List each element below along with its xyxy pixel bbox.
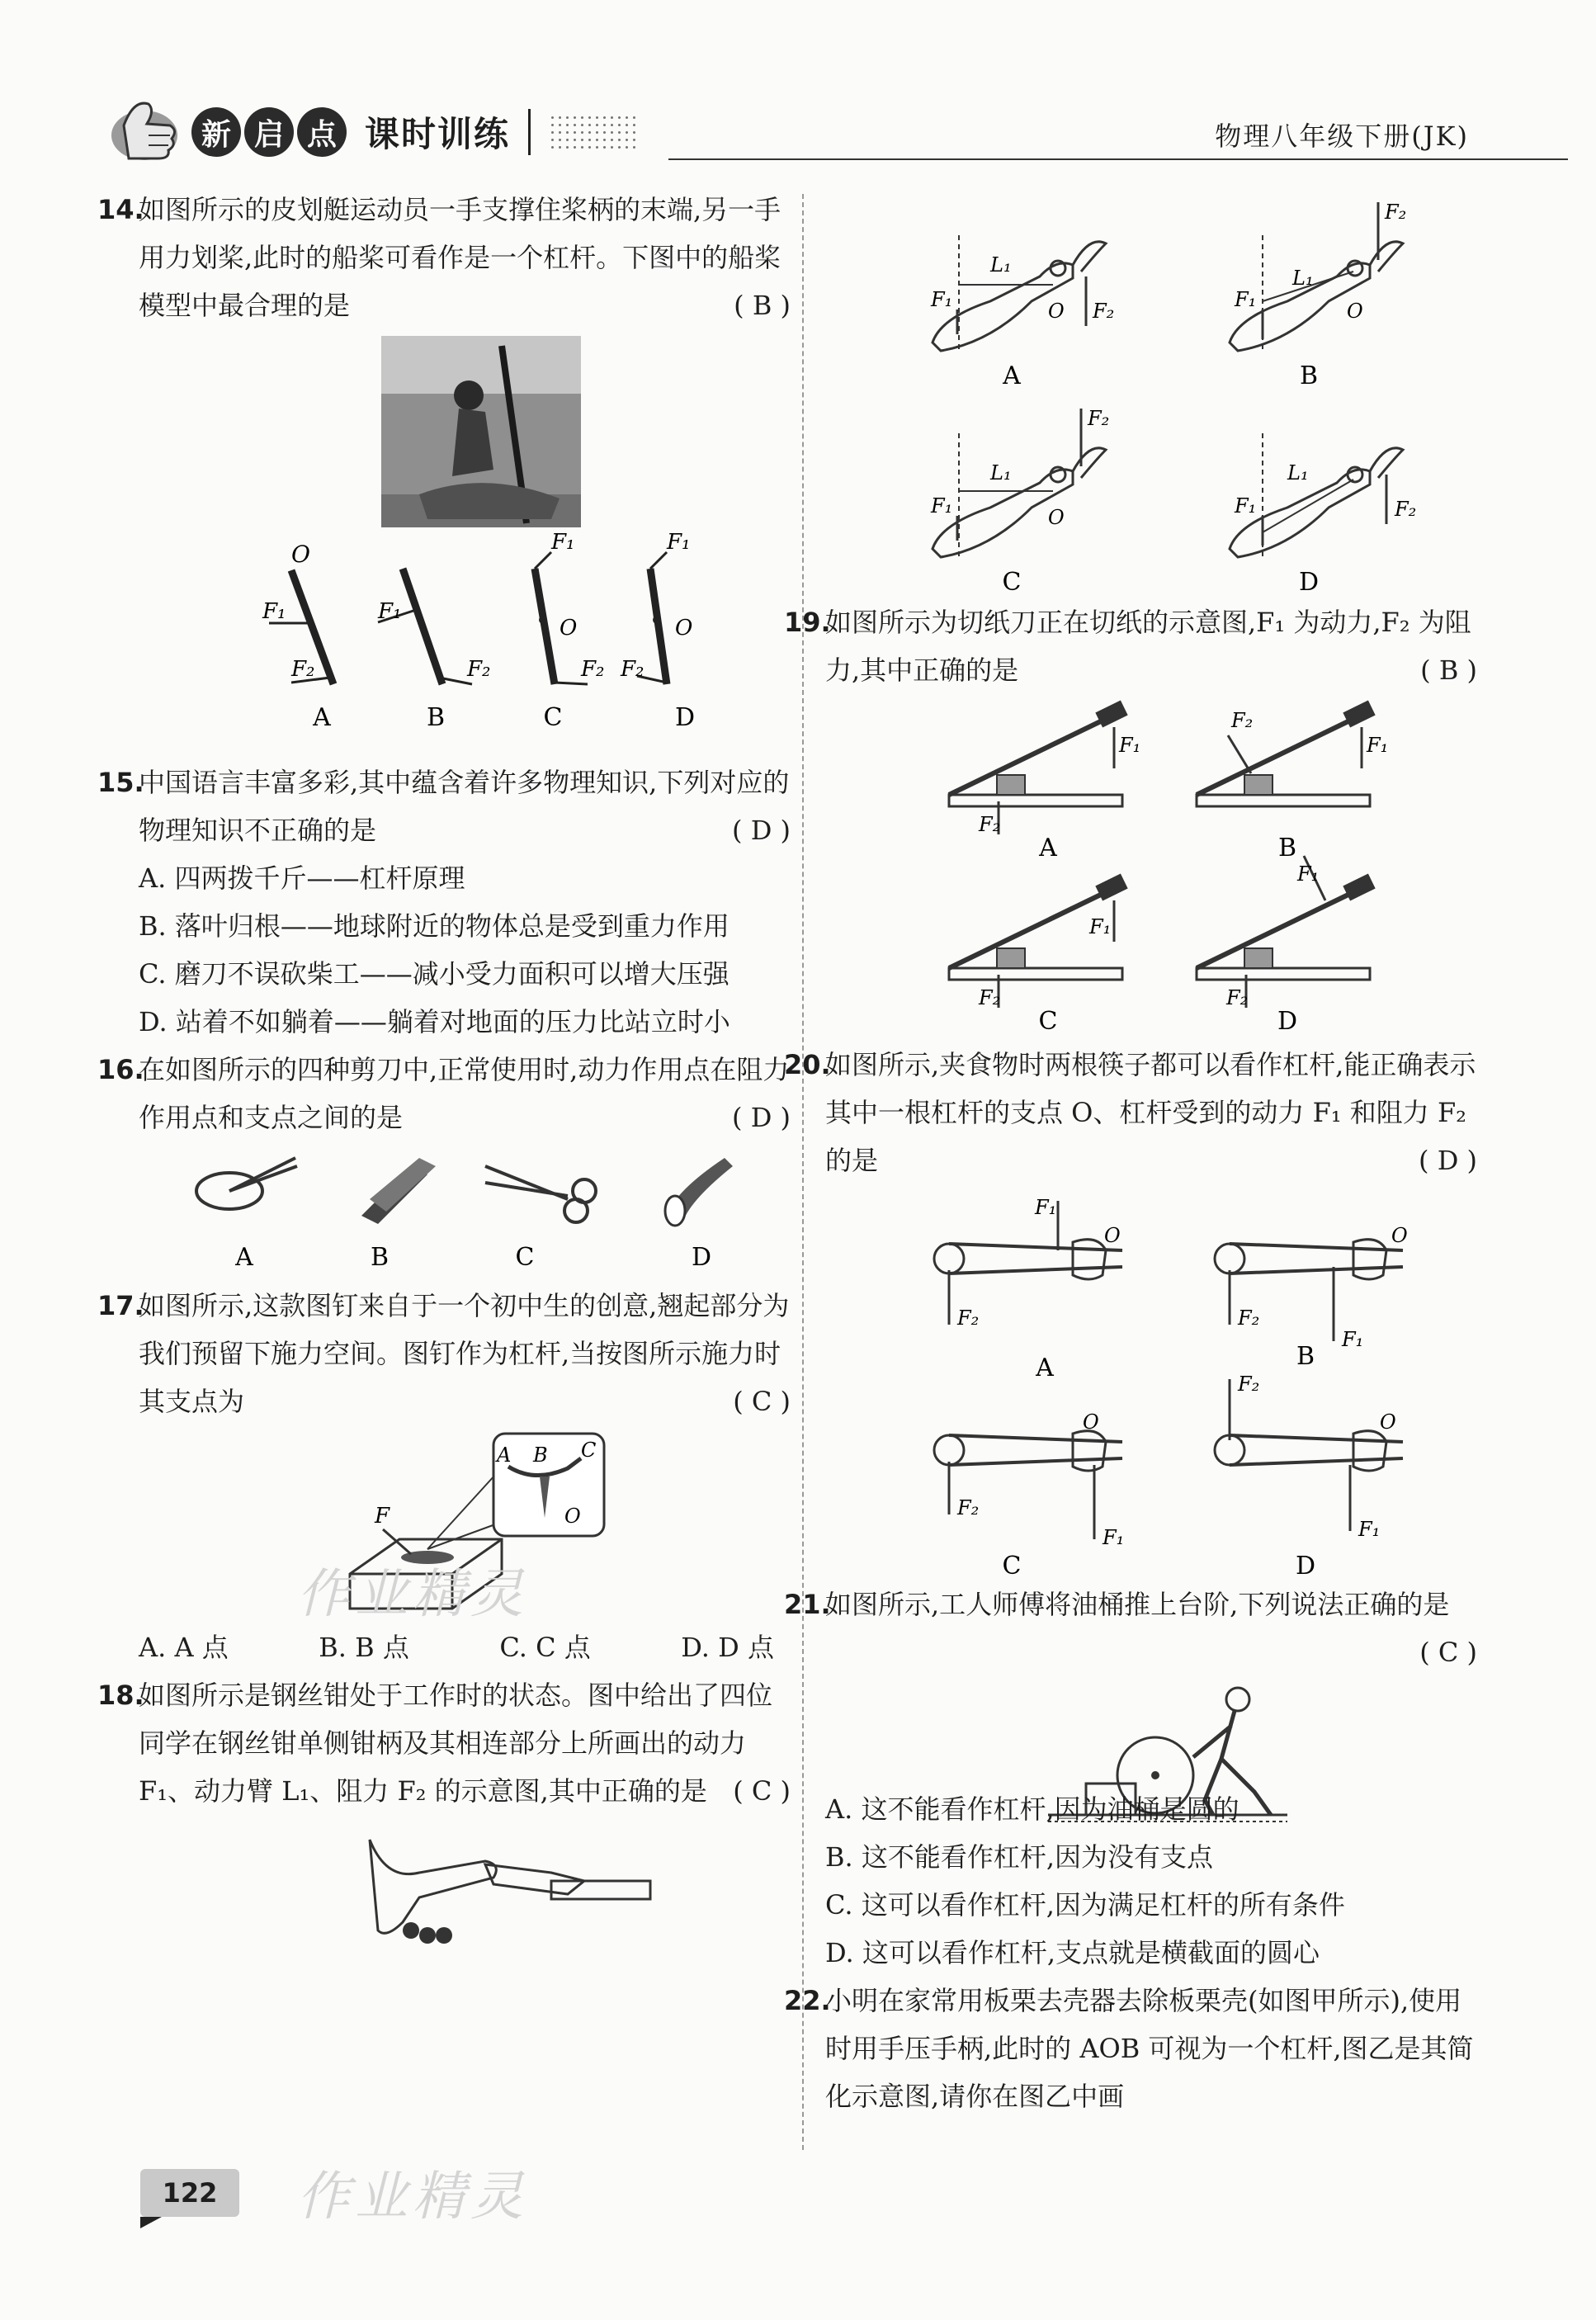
option-a: A [1003,361,1021,390]
question-21 [784,1581,1477,1668]
question-20 [784,1041,1477,1184]
q18-options-figure [825,186,1477,598]
option-c: C [1002,568,1022,597]
scissors-c-icon [485,1166,596,1272]
question-number: 15. [97,767,144,798]
label-f2: F₂ [1226,986,1249,1009]
question-text: 在如图所示的四种剪刀中,正常使用时,动力作用点在阻力作用点和支点之间的是 [139,1054,790,1133]
label-o: O [1048,506,1065,529]
option-b: B. 落叶归根——地球附近的物体总是受到重力作用 [139,910,730,942]
question-number: 16. [97,1054,144,1085]
label-f2: F₂ [1395,498,1417,521]
q14-figure [139,329,791,758]
left-column [97,186,791,1955]
option-b: B. B 点 [319,1632,409,1663]
answer: ( B ) [1420,654,1477,686]
option-c: C [1038,1007,1058,1036]
label-f1: F₁ [1235,288,1257,311]
label-f2: F₂ [581,657,605,682]
label-l1: L₁ [1292,267,1314,290]
option-d: D [691,1243,712,1272]
label-a: A [497,1444,512,1467]
thumbs-up-logo-icon [99,92,190,167]
answer: ( D ) [1419,1145,1477,1176]
option-d: D [1295,1552,1316,1581]
option-a: A [1036,1354,1054,1382]
watermark: 作业精灵 [297,2166,528,2228]
label-f: F [375,1504,390,1529]
question-text: 如图所示为切纸刀正在切纸的示意图,F₁ 为动力,F₂ 为阻力,其中正确的是 [825,607,1471,686]
option-d: D. 站着不如躺着——躺着对地面的压力比站立时小 [139,1006,730,1037]
question-14 [97,186,791,329]
label-f1: F₁ [551,530,575,555]
scissors-d-icon [665,1158,733,1272]
cutter-diagram-b [1197,701,1388,862]
label-o: O [1347,300,1363,323]
option-c: C. C 点 [499,1632,591,1663]
series-title: 课时训练 [365,114,511,154]
brand [191,107,640,157]
q20-figure [825,1184,1477,1581]
option-b: B [1299,361,1319,390]
scissors-a-icon [196,1158,297,1272]
label-f2: F₂ [1093,300,1115,323]
label-f1: F₁ [262,599,286,624]
label-f2: F₂ [1231,709,1254,732]
label-f1: F₁ [378,599,402,624]
column-divider [802,194,804,2150]
question-16 [97,1046,791,1141]
pliers-in-hand-figure [139,1815,791,1955]
label-o: O [560,616,578,640]
label-c: C [581,1439,597,1462]
option-a: A. 四两拨千斤——杠杆原理 [139,862,465,894]
label-f2: F₂ [1385,201,1407,224]
label-f1: F₁ [1235,494,1257,517]
label-l1: L₁ [990,253,1012,276]
cutter-diagram-a [949,701,1140,862]
label-o: O [1048,300,1065,323]
label-b: B [533,1444,548,1467]
question-text: 中国语言丰富多彩,其中蕴含着许多物理知识,下列对应的物理知识不正确的是 [139,767,790,846]
q16-figure [139,1141,791,1282]
question-number: 19. [784,607,831,638]
kayak-photo [381,336,581,527]
question-text: 如图所示,工人师傅将油桶推上台阶,下列说法正确的是 [825,1589,1450,1620]
label-f1: F₁ [1297,862,1320,886]
label-o: O [1380,1410,1396,1434]
option-b: B [370,1243,390,1272]
question-number: 18. [97,1680,144,1711]
question-21-options [825,1785,1477,1977]
question-19 [784,598,1477,694]
question-15 [97,758,791,1046]
kayak-figure [139,329,791,758]
option-c: C [1002,1552,1022,1581]
chopsticks-diagram-d [1215,1373,1403,1581]
label-f2: F₂ [979,986,1001,1009]
question-text: 如图所示是钢丝钳处于工作时的状态。图中给出了四位同学在钢丝钳单侧钳柄及其相连部分上所画出的动力 F₁、动力臂 L₁、阻力 F₂ 的示意图,其中正确的是 [139,1680,773,1807]
answer: ( D ) [732,815,791,846]
label-l1: L₁ [990,461,1012,484]
q17-options [139,1623,774,1671]
question-text: 如图所示,夹食物时两根筷子都可以看作杠杆,能正确表示其中一根杠杆的支点 O、杠杆受到的动力 F₁ 和阻力 F₂ 的是 [825,1049,1476,1176]
label-f1: F₁ [931,288,953,311]
pliers-diagrams [825,186,1477,598]
page-number: 122 [140,2169,239,2217]
question-18 [97,1671,791,1815]
book-title: 物理八年级下册(JK) [1215,120,1469,152]
header-separator [528,109,531,155]
label-f1: F₁ [1119,734,1141,757]
paddle-model-d [620,530,695,732]
label-o: O [675,616,693,640]
chopsticks-diagram-a [934,1196,1122,1382]
option-a: A [1039,834,1057,862]
scissors-b-icon [361,1158,436,1272]
label-o: O [1083,1410,1099,1434]
label-f2: F₂ [621,657,645,682]
label-f1: F₁ [1358,1518,1381,1541]
paper-cutter-diagrams [825,694,1477,1041]
label-f2: F₂ [957,1496,980,1519]
label-f1: F₁ [1035,1196,1057,1219]
chopsticks-diagram-b [1215,1224,1408,1371]
question-22 [784,1977,1477,2120]
option-a: A [235,1243,253,1272]
pliers-diagram-b [1230,201,1406,390]
option-a: A [313,703,331,732]
q19-figure [825,694,1477,1041]
right-column [784,186,1477,2120]
chopsticks-diagram-c [934,1410,1124,1581]
cutter-diagram-d [1197,856,1376,1036]
option-d: D. D 点 [681,1632,774,1663]
question-number: 17. [97,1290,144,1321]
answer: ( B ) [734,290,791,321]
question-number: 22. [784,1985,831,2016]
option-b: B [1296,1342,1315,1371]
label-f1: F₁ [667,530,691,555]
cutter-diagram-c [949,874,1128,1036]
q21-figure [825,1628,1477,1785]
question-text: 小明在家常用板栗去壳器去除板栗壳(如图甲所示),使用时用手压手柄,此时的 AOB 可视为一个杠杆,图乙是其简化示意图,请你在图乙中画 [825,1985,1474,2112]
pliers-diagram-c [930,407,1109,597]
brand-char-1: 新 [191,107,241,157]
option-c: C. 磨刀不误砍柴工——减小受力面积可以增大压强 [139,958,730,990]
option-b: B [426,703,446,732]
label-f1: F₁ [1342,1328,1364,1351]
label-o: O [291,541,310,568]
chopsticks-diagrams [825,1184,1477,1581]
question-number: 14. [97,194,144,225]
paddle-model-b [377,569,490,732]
option-c: C [515,1243,535,1272]
label-f2: F₂ [979,813,1001,836]
pliers-diagram-a [930,235,1114,390]
answer: ( D ) [732,1102,791,1133]
label-f2: F₂ [1238,1306,1260,1330]
pliers-diagram-d [1230,433,1416,597]
label-o: O [1104,1224,1121,1247]
answer: ( C ) [1419,1637,1477,1668]
page-header [99,92,1469,167]
label-o: O [1391,1224,1408,1247]
label-f2: F₂ [1238,1373,1260,1396]
option-a: A. 这不能看作杠杆,因为油桶是圆的 [825,1793,1239,1825]
option-a: A. A 点 [139,1632,229,1663]
brand-char-3: 点 [297,107,347,157]
label-f1: F₁ [931,494,953,517]
label-f1: F₁ [1367,734,1389,757]
paddle-model-c [535,530,604,732]
scissors-figure [139,1141,791,1282]
option-d: D. 这可以看作杠杆,支点就是横截面的圆心 [825,1937,1320,1968]
brand-char-2: 启 [244,107,294,157]
label-f1: F₁ [1089,915,1112,938]
label-f2: F₂ [957,1306,980,1330]
question-text: 如图所示的皮划艇运动员一手支撑住桨柄的末端,另一手用力划桨,此时的船桨可看作是一个杠杆。下图中的船桨模型中最合理的是 [139,194,781,321]
option-d: D [1298,568,1320,597]
question-text: 如图所示,这款图钉来自于一个初中生的创意,翘起部分为我们预留下施力空间。图钉作为杠杆,当按图所示施力时其支点为 [139,1290,790,1417]
label-l1: L₁ [1287,461,1309,484]
header-rule [668,158,1568,160]
question-17 [97,1282,791,1425]
option-b: B [1277,834,1297,862]
option-d: D [1277,1007,1298,1036]
option-c: C. 这可以看作杠杆,因为满足杠杆的所有条件 [825,1889,1345,1921]
label-o: O [564,1505,581,1528]
label-f2: F₂ [467,657,491,682]
question-number: 21. [784,1589,831,1620]
answer: ( C ) [733,1775,791,1807]
q18-figure [139,1815,791,1955]
label-f1: F₁ [1103,1526,1125,1549]
label-f2: F₂ [291,657,315,682]
answer: ( C ) [733,1386,791,1417]
dot-pattern [549,114,640,150]
option-b: B. 这不能看作杠杆,因为没有支点 [825,1841,1214,1873]
paddle-model-a [262,541,333,732]
question-number: 20. [784,1049,831,1080]
watermark: 作业精灵 [297,1564,528,1625]
option-d: D [674,703,696,732]
label-f2: F₂ [1088,407,1110,430]
option-c: C [543,703,563,732]
